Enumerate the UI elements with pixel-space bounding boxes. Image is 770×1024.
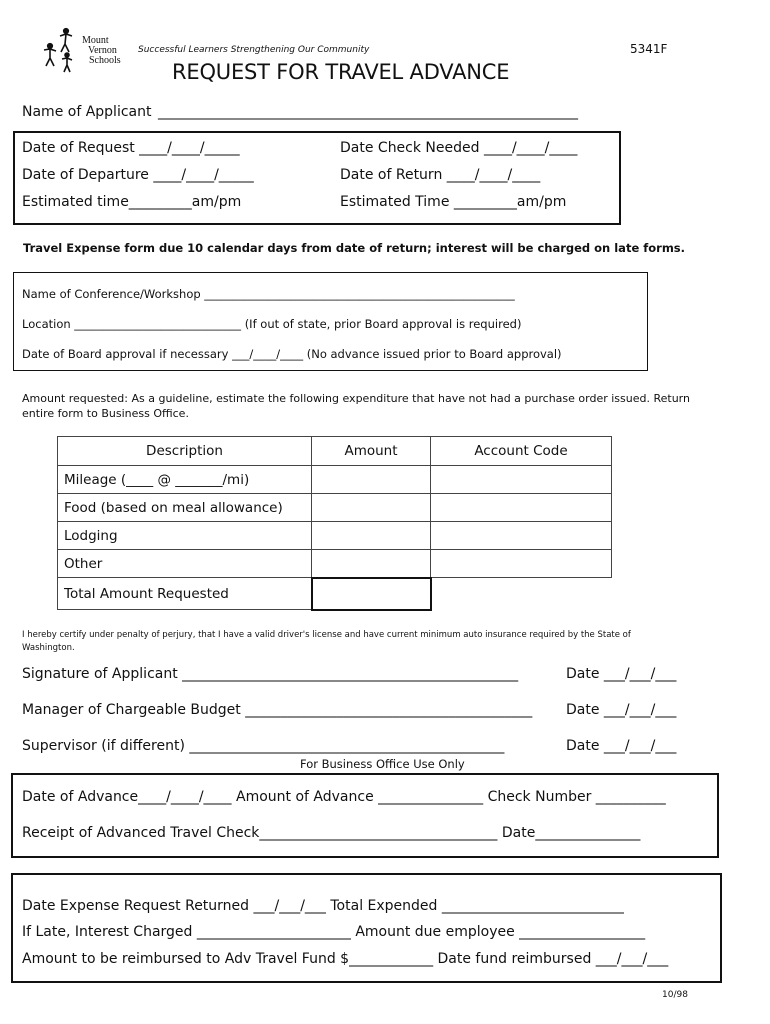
food-amount-cell[interactable]	[312, 494, 431, 522]
certify-line-2: Washington.	[22, 643, 75, 653]
supervisor-signature-field[interactable]: Supervisor (if different) _____________________________________________	[22, 738, 505, 754]
location-field[interactable]: Location _____________________________ (If out of state, prior Board approval is required)	[22, 317, 522, 331]
applicant-name-field[interactable]: ____________________________________________________________	[158, 104, 578, 120]
amount-note-line-1: Amount requested: As a guideline, estimate the following expenditure that have not had a purchase order issued. Return	[22, 392, 690, 405]
header-description: Description	[58, 437, 312, 466]
business-office-box	[11, 773, 719, 858]
tagline: Successful Learners Strengthening Our Community	[138, 45, 370, 55]
expense-table	[57, 436, 612, 611]
manager-signature-date-field[interactable]: Date ___/___/___	[566, 702, 677, 718]
table-row	[58, 494, 612, 522]
date-of-return-field[interactable]: Date of Return ____/____/____	[340, 167, 541, 183]
row-food-label: Food (based on meal allowance)	[58, 494, 312, 522]
certify-line-1: I hereby certify under penalty of perjury, that I have a valid driver's license and have current minimum auto insurance required by the State of	[22, 630, 631, 640]
business-office-label: For Business Office Use Only	[300, 757, 465, 771]
conference-name-field[interactable]: Name of Conference/Workshop ______________________________________________________	[22, 287, 515, 301]
applicant-signature-date-field[interactable]: Date ___/___/___	[566, 666, 677, 682]
lodging-amount-cell[interactable]	[312, 522, 431, 550]
logo-line-2: Vernon	[88, 45, 117, 56]
logo-line-1: Mount	[82, 35, 109, 46]
date-of-request-field[interactable]: Date of Request ____/____/_____	[22, 140, 240, 156]
other-account-cell[interactable]	[431, 550, 612, 578]
mileage-account-cell[interactable]	[431, 466, 612, 494]
table-total-row	[58, 578, 612, 610]
table-row	[58, 522, 612, 550]
estimated-departure-time-field[interactable]: Estimated time_________am/pm	[22, 194, 242, 210]
row-total-label: Total Amount Requested	[58, 578, 312, 610]
amount-note-line-2: entire form to Business Office.	[22, 407, 189, 420]
form-number: 5341F	[630, 42, 668, 56]
table-row	[58, 466, 612, 494]
figures-icon	[40, 26, 80, 74]
applicant-signature-field[interactable]: Signature of Applicant ________________________________________________	[22, 666, 519, 682]
revision-date: 10/98	[662, 990, 688, 1000]
reimbursement-field[interactable]: Amount to be reimbursed to Adv Travel Fund $____________ Date fund reimbursed ___/___/___	[22, 951, 669, 967]
mileage-amount-cell[interactable]	[312, 466, 431, 494]
interest-charged-field[interactable]: If Late, Interest Charged ______________________ Amount due employee __________________	[22, 924, 646, 940]
expense-returned-field[interactable]: Date Expense Request Returned ___/___/___ Total Expended __________________________	[22, 898, 624, 914]
applicant-label: Name of Applicant	[22, 104, 152, 120]
total-amount-cell[interactable]	[312, 578, 431, 610]
manager-signature-field[interactable]: Manager of Chargeable Budget _________________________________________	[22, 702, 533, 718]
row-other-label: Other	[58, 550, 312, 578]
row-lodging-label: Lodging	[58, 522, 312, 550]
table-row	[58, 550, 612, 578]
advance-details-field[interactable]: Date of Advance____/____/____ Amount of Advance _______________ Check Number __________	[22, 789, 666, 805]
board-approval-field[interactable]: Date of Board approval if necessary ___/____/____ (No advance issued prior to Board approval)	[22, 347, 562, 361]
row-mileage-label: Mileage (____ @ _______/mi)	[58, 466, 312, 494]
receipt-field[interactable]: Receipt of Advanced Travel Check__________________________________ Date_______________	[22, 825, 641, 841]
date-check-needed-field[interactable]: Date Check Needed ____/____/____	[340, 140, 578, 156]
late-form-notice: Travel Expense form due 10 calendar days from date of return; interest will be charged on late forms.	[23, 241, 686, 255]
logo-line-3: Schools	[89, 55, 121, 66]
header-account-code: Account Code	[431, 437, 612, 466]
school-logo	[40, 26, 135, 74]
date-of-departure-field[interactable]: Date of Departure ____/____/_____	[22, 167, 254, 183]
lodging-account-cell[interactable]	[431, 522, 612, 550]
supervisor-signature-date-field[interactable]: Date ___/___/___	[566, 738, 677, 754]
other-amount-cell[interactable]	[312, 550, 431, 578]
table-header-row	[58, 437, 612, 466]
food-account-cell[interactable]	[431, 494, 612, 522]
estimated-return-time-field[interactable]: Estimated Time _________am/pm	[340, 194, 567, 210]
header-amount: Amount	[312, 437, 431, 466]
page-title: REQUEST FOR TRAVEL ADVANCE	[172, 60, 510, 84]
